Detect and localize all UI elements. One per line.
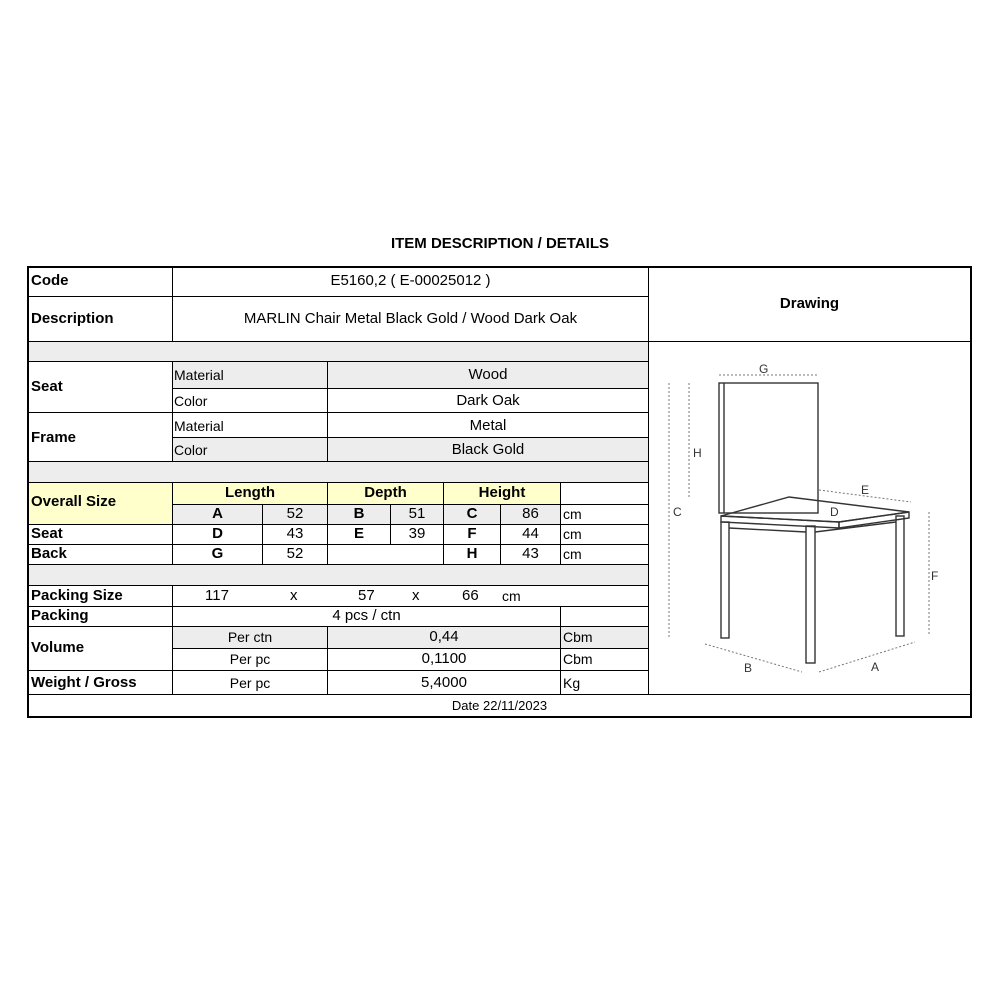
chair-leg [806,526,815,663]
packing-size-unit: cm [502,588,521,604]
back-size-label: Back [31,545,67,562]
code-value: E5160,2 ( E-00025012 ) [330,272,491,289]
dim-a-value: 52 [286,505,304,522]
packing-x-separator: x [290,587,298,604]
dim-b-label: B [353,505,365,522]
code-label: Code [31,272,69,289]
dim-d-value: 43 [286,525,304,542]
dim-c-marker: C [673,505,682,519]
volume-per-ctn-unit: Cbm [563,629,593,645]
dim-f-value: 44 [522,525,539,542]
volume-label: Volume [31,639,85,656]
dim-f-marker: F [931,569,939,583]
frame-material-value: Metal [469,417,507,434]
description-value: MARLIN Chair Metal Black Gold / Wood Dark Oak [243,310,578,327]
chair-backrest [719,383,818,513]
dim-e-label: E [353,525,364,542]
dim-f-label: F [467,525,477,542]
dim-g-value: 52 [286,545,304,562]
dim-a-marker: A [871,660,880,674]
chair-leg [721,522,729,638]
dim-g-marker: G [759,362,769,376]
dim-c-label: C [466,505,478,522]
volume-per-ctn-label: Per ctn [227,629,273,645]
seat-material-label: Material [174,367,224,383]
weight-label: Weight / Gross [31,674,137,691]
dim-b-value: 51 [408,505,426,522]
chair-seat [721,497,909,522]
description-label: Description [31,310,114,327]
packing-width: 57 [358,587,375,604]
dim-e-value: 39 [408,525,426,542]
height-header: Height [478,484,526,501]
seat-size-unit: cm [563,526,582,542]
packing-length: 117 [205,587,229,604]
volume-per-pc-value: 0,1100 [421,650,467,667]
volume-per-ctn-value: 0,44 [429,628,459,645]
frame-label: Frame [31,429,77,446]
date-footer: Date 22/11/2023 [451,698,548,713]
chair-drawing [649,342,970,694]
packing-height: 66 [462,587,479,604]
dim-d-label: D [212,525,223,542]
seat-color-label: Color [174,393,208,409]
seat-size-label: Seat [31,525,63,542]
packing-size-label: Packing Size [31,587,123,604]
weight-per-pc-value: 5,4000 [421,674,467,691]
dim-c-value: 86 [522,505,539,522]
chair-leg [896,516,904,636]
dim-h-value: 43 [522,545,539,562]
frame-color-value: Black Gold [451,441,525,458]
volume-per-pc-label: Per pc [229,651,271,667]
seat-color-value: Dark Oak [456,392,520,409]
volume-per-pc-unit: Cbm [563,651,593,667]
dim-b-marker: B [744,661,753,675]
dim-h-label: H [466,545,478,562]
dim-a-label: A [212,505,223,522]
packing-x-separator: x [412,587,420,604]
frame-color-label: Color [174,442,208,458]
overall-size-label: Overall Size [31,493,117,510]
dim-e-marker: E [861,483,870,497]
overall-size-unit: cm [563,506,582,522]
packing-label: Packing [31,607,89,624]
dim-h-marker: H [693,446,702,460]
packing-value: 4 pcs / ctn [332,607,401,624]
frame-material-label: Material [174,418,224,434]
drawing-label: Drawing [779,295,840,312]
length-header: Length [225,484,275,501]
depth-header: Depth [364,484,407,501]
page-title: ITEM DESCRIPTION / DETAILS [390,235,610,252]
weight-per-pc-label: Per pc [229,675,271,691]
seat-material-value: Wood [468,366,508,383]
dim-d-marker: D [830,505,839,519]
weight-unit: Kg [563,675,581,691]
back-size-unit: cm [563,546,582,562]
dim-g-label: G [211,545,224,562]
seat-label: Seat [31,378,63,395]
